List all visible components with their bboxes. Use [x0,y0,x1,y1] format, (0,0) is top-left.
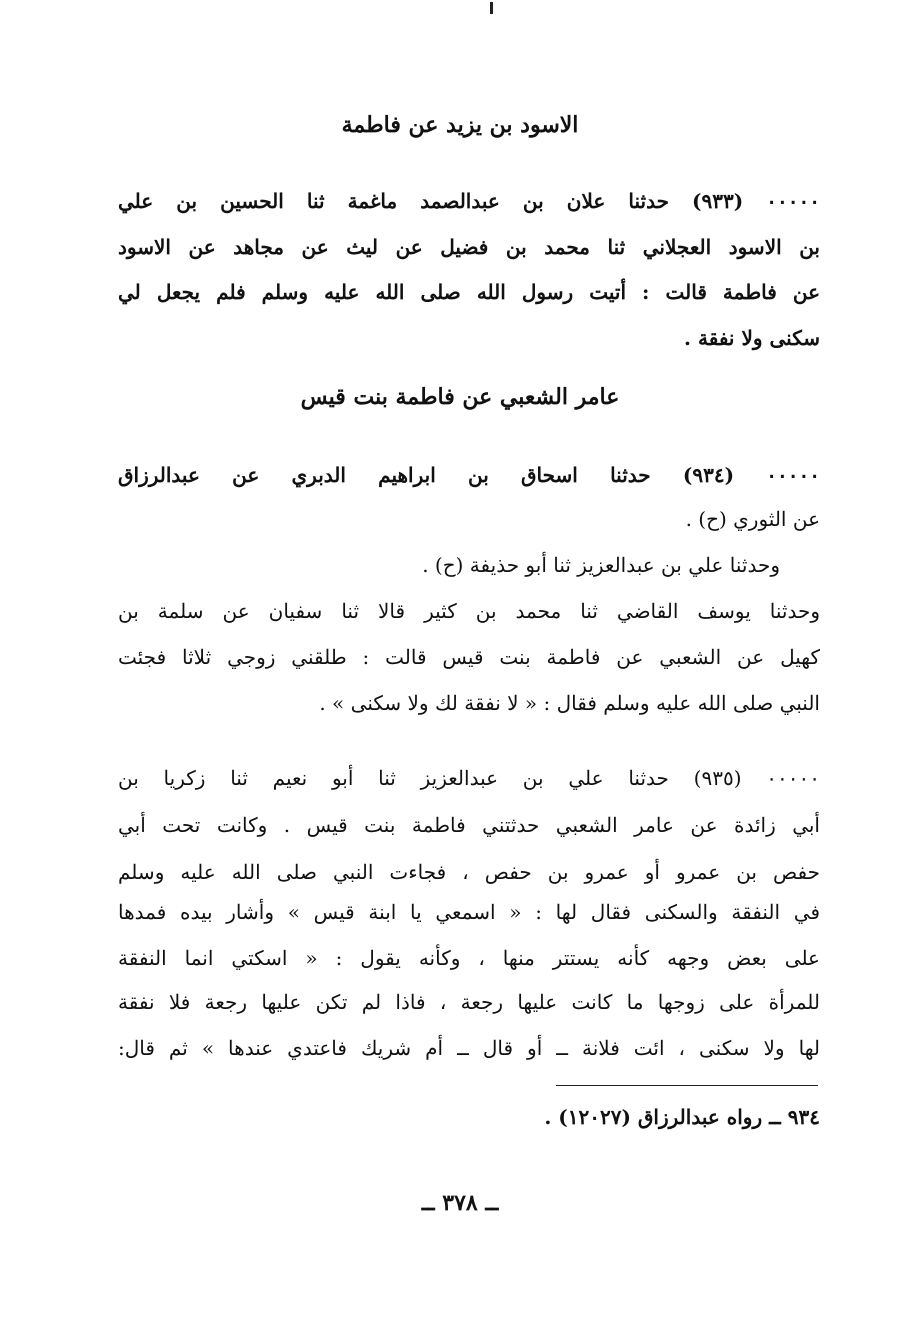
text-line: ٠٠٠٠٠ (٩٣٥) حدثنا علي بن عبدالعزيز ثنا أبو نعيم ثنا زكريا بن [118,766,820,790]
text-line: عن الثوري (ح) . [685,507,820,531]
text-line: ٠٠٠٠٠ (٩٣٤) حدثنا اسحاق بن ابراهيم الدبري عن عبدالرزاق [118,463,820,487]
text-line: وحدثنا يوسف القاضي ثنا محمد بن كثير قالا ثنا سفيان عن سلمة بن [118,599,820,623]
text-line: عن فاطمة قالت : أتيت رسول الله صلى الله عليه وسلم فلم يجعل لي [118,280,820,304]
scan-mark [490,2,493,14]
text-line: وحدثنا علي بن عبدالعزيز ثنا أبو حذيفة (ح) . [422,553,780,577]
text-line: سكنى ولا نفقة . [684,326,820,350]
footnote-divider [556,1085,818,1086]
text-line: بن الاسود العجلاني ثنا محمد بن فضيل عن ليث عن مجاهد عن الاسود [118,235,820,259]
text-line: على بعض وجهه كأنه يستتر منها ، وكأنه يقول : « اسكتي انما النفقة [118,946,820,970]
text-line: ٠٠٠٠٠ (٩٣٣) حدثنا علان بن عبدالصمد ماغمة ثنا الحسين بن علي [118,189,820,213]
text-line: في النفقة والسكنى فقال لها : « اسمعي يا ابنة قيس » وأشار بيده فمدها [118,900,820,924]
text-line: أبي زائدة عن عامر الشعبي حدثتني فاطمة بنت قيس . وكانت تحت أبي [118,813,820,837]
text-line: كهيل عن الشعبي عن فاطمة بنت قيس قالت : طلقني زوجي ثلاثا فجئت [118,645,820,669]
text-line: النبي صلى الله عليه وسلم فقال : « لا نفقة لك ولا سكنى » . [319,691,820,715]
text-line: حفص بن عمرو أو عمرو بن حفص ، فجاءت النبي صلى الله عليه وسلم [118,860,820,884]
page-number: ــ ٣٧٨ ــ [421,1190,499,1216]
section-heading-2: عامر الشعبي عن فاطمة بنت قيس [300,384,620,410]
text-line: للمرأة على زوجها ما كانت عليها رجعة ، فاذا لم تكن عليها رجعة فلا نفقة [118,990,820,1014]
text-line: لها ولا سكنى ، ائت فلانة ــ أو قال ــ أم شريك فاعتدي عندها » ثم قال: [118,1036,820,1060]
footnote: ٩٣٤ ــ رواه عبدالرزاق (١٢٠٢٧) . [544,1105,820,1129]
section-heading-1: الاسود بن يزيد عن فاطمة [341,112,579,138]
